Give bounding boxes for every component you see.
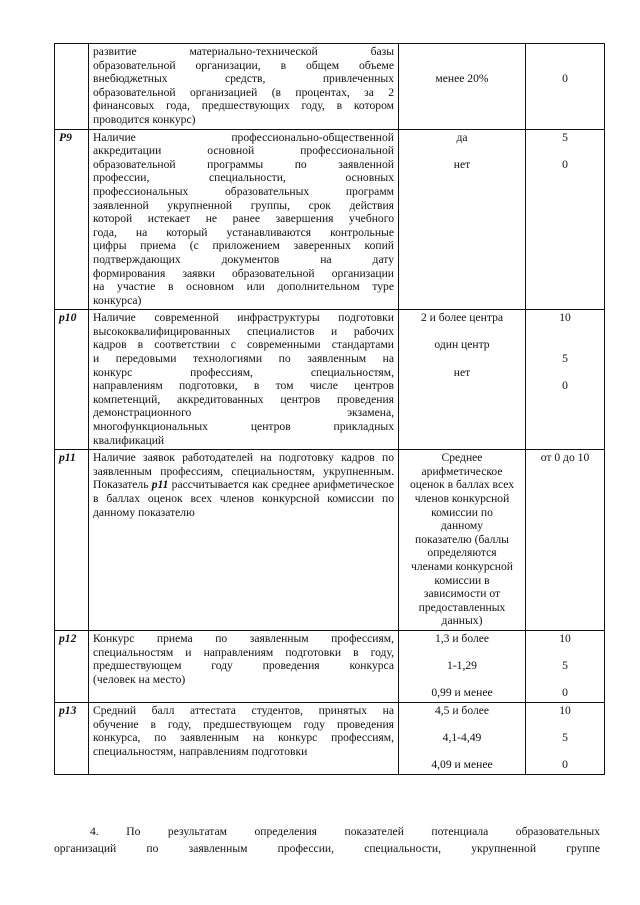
- spacer: [403, 352, 521, 366]
- spacer: [403, 745, 521, 759]
- spacer: [403, 718, 521, 732]
- value-line: данному: [440, 519, 484, 533]
- description-line: Наличие современной инфраструктуры подготовки: [93, 311, 394, 325]
- criterion-values: [399, 450, 526, 631]
- description-line: внебюджетных средств, привлеченных: [93, 72, 394, 86]
- criterion-description: [89, 129, 399, 310]
- value-line: 4,1-4,49: [442, 731, 482, 745]
- criteria-table: [54, 43, 605, 775]
- inline-criterion-code: p11: [151, 478, 169, 492]
- value-line: 1-1,29: [447, 659, 477, 673]
- description-line: конкурса, по заявленным на конкурс профессиям,: [93, 731, 394, 745]
- description-text: рассчитывается как среднее арифметическое в баллах оценок всех членов конкурсной комиссии по данному показателю: [93, 478, 394, 519]
- points-line: 0: [562, 157, 568, 171]
- paragraph-line-1: 4. По результатам определения показателей потенциала образовательных: [90, 825, 600, 838]
- points-line: 10: [559, 631, 571, 645]
- description-line: и передовыми технологиями по заявленным на: [93, 352, 394, 366]
- points-line: 0: [562, 72, 568, 86]
- description-line: образовательной программы по заявленной: [93, 157, 394, 171]
- spacer: [530, 646, 600, 660]
- value-line: один центр: [434, 338, 490, 352]
- description-line: которой истекает не ранее завершения учебного: [93, 212, 394, 226]
- value-line: определяются: [427, 546, 497, 560]
- spacer: [530, 366, 600, 380]
- description-line: (человек на место): [93, 672, 186, 686]
- description-line: проводится конкурс): [93, 112, 196, 126]
- points-line: 0: [562, 686, 568, 700]
- spacer: [403, 59, 521, 73]
- spacer: [403, 45, 521, 59]
- criterion-code: Р9: [55, 129, 89, 310]
- description-line: обучение в году, предшествующем году проведения: [93, 717, 394, 731]
- points-line: 10: [559, 703, 571, 717]
- value-line: оценок в баллах всех: [409, 478, 515, 492]
- description-line: развитие материально-технической базы: [93, 45, 394, 58]
- value-line: зависимости от: [423, 587, 501, 601]
- description-line: образовательной организацией (в процентах, за 2: [93, 85, 394, 99]
- criterion-points: [526, 450, 605, 631]
- description-line: года, на который устанавливаются контрольные: [93, 225, 394, 239]
- description-line: многофункциональных центров прикладных: [93, 420, 394, 434]
- description-line: образовательной организации, в общем объеме: [93, 58, 394, 72]
- spacer: [530, 673, 600, 687]
- criterion-code: [55, 44, 89, 130]
- spacer: [530, 144, 600, 158]
- spacer: [530, 325, 600, 339]
- criterion-description: [89, 450, 399, 631]
- description-line: компетенций, аккредитованных центров проведения: [93, 392, 394, 406]
- spacer: [530, 745, 600, 759]
- spacer: [530, 45, 600, 59]
- value-line: да: [456, 130, 468, 144]
- points-line: 0: [562, 758, 568, 772]
- description-line: демонстрационного экзамена,: [93, 406, 394, 420]
- value-line: членами конкурсной: [410, 559, 513, 573]
- spacer: [403, 144, 521, 158]
- criterion-values: [399, 129, 526, 310]
- spacer: [403, 646, 521, 660]
- criterion-code: p13: [55, 702, 89, 774]
- description-line: финансовых года, предшествующих году, в котором: [93, 99, 394, 113]
- description-line: Средний балл аттестата студентов, принятых на: [93, 703, 394, 717]
- criterion-points: [526, 310, 605, 450]
- criteria-row: [55, 702, 605, 774]
- description-line: квалификаций: [93, 433, 165, 447]
- criterion-description: [89, 630, 399, 702]
- points-line: 5: [562, 731, 568, 745]
- points-line: 5: [562, 659, 568, 673]
- spacer: [403, 325, 521, 339]
- description-line: высококвалифицированных специалистов и рабочих: [93, 324, 394, 338]
- criterion-description: [89, 702, 399, 774]
- description-line: направлениям подготовки, в том числе центров: [93, 379, 394, 393]
- description-line: профессиональных образовательных программ: [93, 184, 394, 198]
- criteria-row: [55, 450, 605, 631]
- description-line: Конкурс приема по заявленным профессиям,: [93, 631, 394, 645]
- description-line: конкурс профессиям, специальностям,: [93, 365, 394, 379]
- description-line: профессии, специальности, основных: [93, 171, 394, 185]
- value-line: комиссии по: [431, 505, 493, 519]
- numbered-paragraph: [54, 823, 600, 857]
- points-line: 5: [562, 352, 568, 366]
- value-line: предоставленных: [418, 600, 506, 614]
- spacer: [530, 59, 600, 73]
- value-line: 2 и более центра: [420, 311, 504, 325]
- criterion-points: [526, 129, 605, 310]
- value-line: 4,5 и более: [434, 703, 490, 717]
- criterion-points: [526, 44, 605, 130]
- description-line: цифры приема (с приложением заверенных копий: [93, 239, 394, 253]
- description-line: Наличие профессионально-общественной: [93, 130, 394, 144]
- description-line: заявленной укрупненной группы, срок действия: [93, 198, 394, 212]
- spacer: [403, 673, 521, 687]
- criteria-row: [55, 44, 605, 130]
- description-line: специальностям и направлениям подготовки в году,: [93, 645, 394, 659]
- value-line: 4,09 и менее: [431, 758, 493, 772]
- value-line: менее 20%: [435, 72, 489, 86]
- criterion-description: [89, 310, 399, 450]
- value-line: 1,3 и более: [434, 631, 490, 645]
- criteria-row: [55, 630, 605, 702]
- points-line: от 0 до 10: [540, 451, 590, 465]
- description-text: Наличие заявок работодателей на подготовку кадров по заявленным профессиям, специальностям, укрупненным. Показатель: [93, 451, 394, 492]
- criterion-values: [399, 44, 526, 130]
- criterion-values: [399, 702, 526, 774]
- description-line: предшествующем году проведения конкурса: [93, 659, 394, 673]
- points-line: 0: [562, 379, 568, 393]
- description-line: конкурса): [93, 293, 142, 307]
- criterion-description: [89, 44, 399, 130]
- criterion-points: [526, 702, 605, 774]
- criterion-code: p12: [55, 630, 89, 702]
- criteria-row: [55, 129, 605, 310]
- description-line: формирования заявки образовательной организации: [93, 266, 394, 280]
- description-line: специальностям, направлениям подготовки: [93, 744, 308, 758]
- description-line: на участие в основном или дополнительном туре: [93, 280, 394, 294]
- spacer: [530, 718, 600, 732]
- criterion-points: [526, 630, 605, 702]
- spacer: [530, 338, 600, 352]
- points-line: 5: [562, 130, 568, 144]
- description-line: аккредитации основной профессиональной: [93, 144, 394, 158]
- description-line: подтверждающих документов на дату: [93, 252, 394, 266]
- value-line: показателю (баллы: [415, 532, 509, 546]
- criterion-values: [399, 310, 526, 450]
- description-line: кадров в соответствии с современными стандартами: [93, 338, 394, 352]
- criteria-row: [55, 310, 605, 450]
- value-line: данных): [441, 614, 483, 628]
- value-line: комиссии в: [434, 573, 490, 587]
- paragraph-line-2: организаций по заявленным профессии, специальности, укрупненной группе: [54, 842, 600, 855]
- criterion-code: p10: [55, 310, 89, 450]
- value-line: 0,99 и менее: [431, 686, 493, 700]
- criterion-values: [399, 630, 526, 702]
- value-line: Среднее: [441, 451, 483, 465]
- value-line: нет: [453, 157, 471, 171]
- value-line: членов конкурсной: [414, 492, 510, 505]
- value-line: нет: [453, 365, 471, 379]
- value-line: арифметическое: [421, 464, 503, 478]
- criterion-code: p11: [55, 450, 89, 631]
- points-line: 10: [559, 311, 571, 325]
